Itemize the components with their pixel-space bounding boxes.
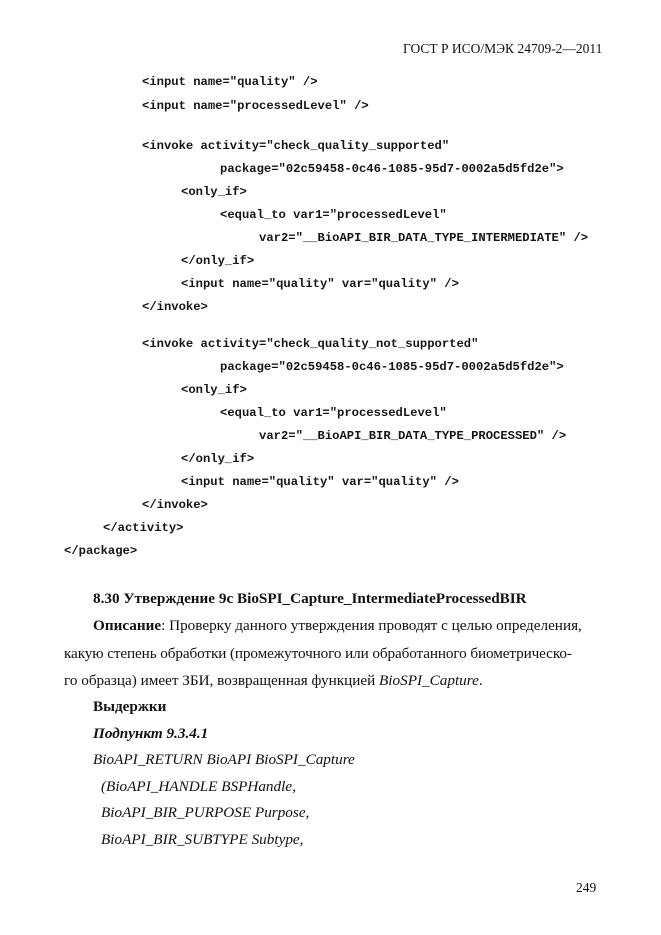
code-line: <input name="quality" /> <box>142 75 318 89</box>
signature-line-2: (BioAPI_HANDLE BSPHandle, <box>101 778 296 795</box>
description-label: Описание <box>93 617 162 634</box>
description-paragraph-line-3 <box>64 671 483 691</box>
code-line: <equal_to var1="processedLevel" <box>220 406 447 420</box>
code-line: <only_if> <box>181 383 247 397</box>
code-line: <input name="quality" var="quality" /> <box>181 277 459 291</box>
code-line: <only_if> <box>181 185 247 199</box>
subclause-heading: Подпункт 9.3.4.1 <box>93 725 209 742</box>
code-line: var2="__BioAPI_BIR_DATA_TYPE_INTERMEDIATE" /> <box>259 231 589 245</box>
code-line: </package> <box>64 544 138 558</box>
code-line: <input name="quality" var="quality" /> <box>181 475 459 489</box>
description-paragraph-line-1 <box>93 616 582 636</box>
code-line: </invoke> <box>142 498 208 512</box>
code-line: </invoke> <box>142 300 208 314</box>
code-line: var2="__BioAPI_BIR_DATA_TYPE_PROCESSED" /> <box>259 429 567 443</box>
code-line: <invoke activity="check_quality_supported" <box>142 139 450 153</box>
period: . <box>478 672 483 689</box>
code-line: </only_if> <box>181 254 255 268</box>
signature-line-4: BioAPI_BIR_SUBTYPE Subtype, <box>101 831 304 848</box>
standard-header: ГОСТ Р ИСО/МЭК 24709-2—2011 <box>403 41 603 56</box>
excerpts-heading: Выдержки <box>93 698 167 715</box>
section-heading: 8.30 Утверждение 9с BioSPI_Capture_IntermediateProcessedBIR <box>93 590 527 607</box>
description-text-1: : Проверку данного утверждения проводят с целью определения, <box>161 617 582 634</box>
description-paragraph-line-2: какую степень обработки (промежуточного или обработанного биометрическо- <box>64 645 572 662</box>
code-line: <input name="processedLevel" /> <box>142 99 369 113</box>
function-name: BioSPI_Capture <box>379 672 479 689</box>
description-text-3: го образца) имеет ЗБИ, возвращенная функцией <box>64 672 380 689</box>
code-line: package="02c59458-0c46-1085-95d7-0002a5d5fd2e"> <box>220 162 564 176</box>
signature-line-3: BioAPI_BIR_PURPOSE Purpose, <box>101 804 310 821</box>
code-line: <equal_to var1="processedLevel" <box>220 208 447 222</box>
code-line: package="02c59458-0c46-1085-95d7-0002a5d5fd2e"> <box>220 360 564 374</box>
page-number: 249 <box>576 880 597 895</box>
code-line: <invoke activity="check_quality_not_supported" <box>142 337 479 351</box>
code-line: </activity> <box>103 521 184 535</box>
code-line: </only_if> <box>181 452 255 466</box>
signature-line-1: BioAPI_RETURN BioAPI BioSPI_Capture <box>93 751 355 768</box>
